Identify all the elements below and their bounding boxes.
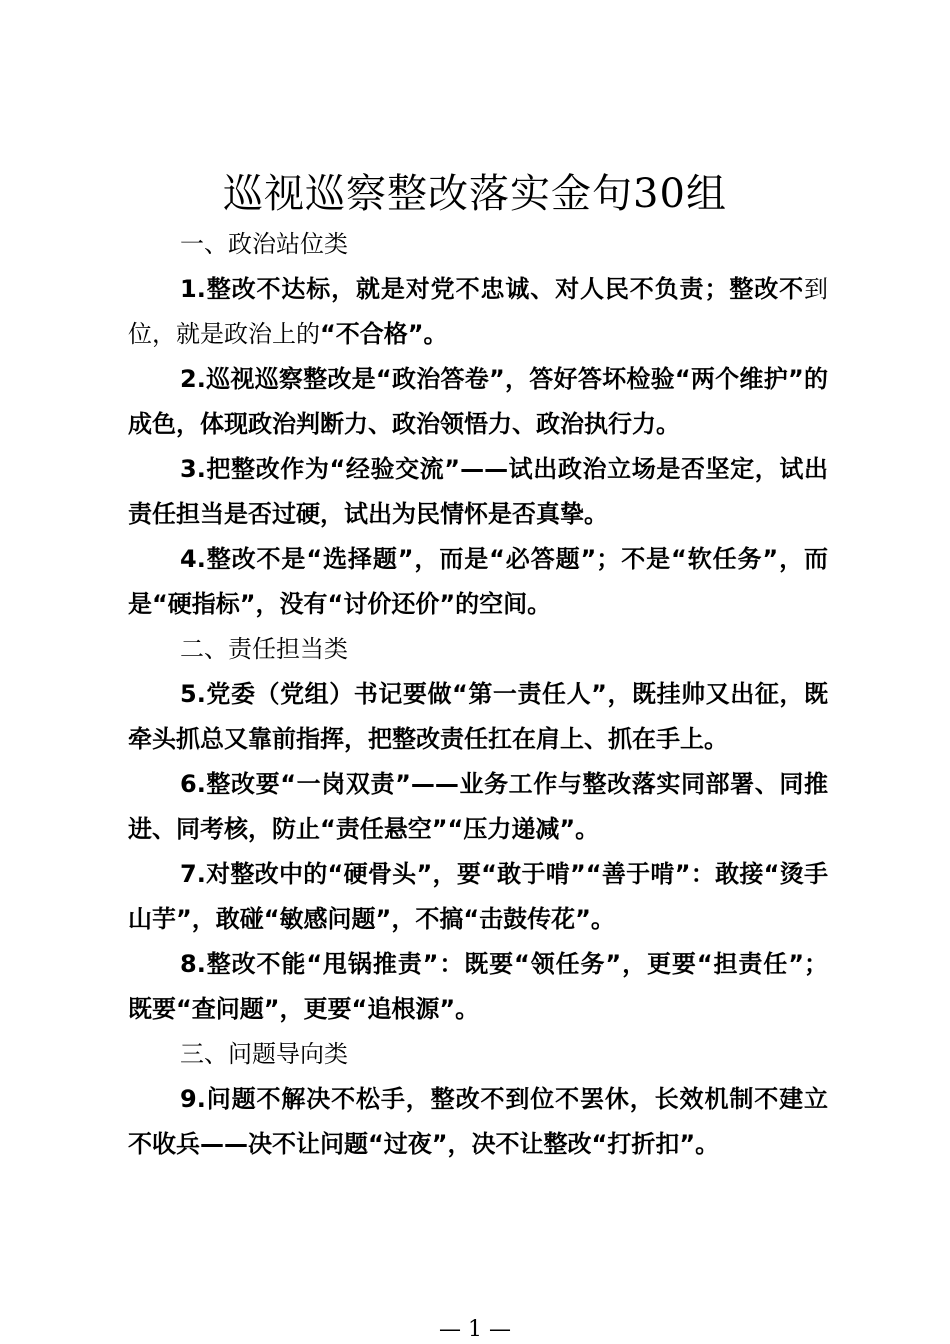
- item-text: 7.对整改中的“硬骨头”，要“敢于啃”“善于啃”：敢接“烫手山芋”，敢碰“敏感问题”，不搞“击鼓传花”。: [128, 860, 828, 933]
- list-item: [128, 1077, 828, 1167]
- list-item: [128, 762, 828, 852]
- document-body: [128, 222, 828, 1167]
- list-item: [128, 537, 828, 627]
- document-title: 巡视巡察整改落实金句30组: [223, 171, 727, 217]
- list-item: [128, 447, 828, 537]
- list-item: [128, 267, 828, 357]
- item-text: 2.巡视巡察整改是“政治答卷”，答好答坏检验“两个维护”的成色，体现政治判断力、政治领悟力、政治执行力。: [128, 365, 828, 438]
- item-text: 3.把整改作为“经验交流”——试出政治立场是否坚定，试出责任担当是否过硬，试出为民情怀是否真挚。: [128, 455, 828, 528]
- item-text: 8.整改不能“甩锅推责”：既要“领任务”，更要“担责任”；既要“查问题”，更要“追根源”。: [128, 950, 828, 1023]
- item-text-tail: “不合格”。: [320, 320, 448, 348]
- page-number: — 1 —: [439, 1317, 511, 1342]
- section-heading: 一、政治站位类: [180, 230, 348, 258]
- item-text-plain: 到位，就是政治上的: [128, 275, 828, 348]
- list-item: [128, 942, 828, 1032]
- item-text: 6.整改要“一岗双责”——业务工作与整改落实同部署、同推进、同考核，防止“责任悬空”“压力递减”。: [128, 770, 828, 843]
- section-heading: 二、责任担当类: [180, 635, 348, 663]
- item-text: 5.党委（党组）书记要做“第一责任人”，既挂帅又出征，既牵头抓总又靠前指挥，把整改责任扛在肩上、抓在手上。: [128, 680, 828, 753]
- list-item: [128, 672, 828, 762]
- section-heading: 三、问题导向类: [180, 1040, 348, 1068]
- list-item: [128, 357, 828, 447]
- item-text: 9.问题不解决不松手，整改不到位不罢休，长效机制不建立不收兵——决不让问题“过夜”，决不让整改“打折扣”。: [128, 1085, 828, 1158]
- list-item: [128, 852, 828, 942]
- item-text: 4.整改不是“选择题”，而是“必答题”；不是“软任务”，而是“硬指标”，没有“讨价还价”的空间。: [128, 545, 828, 618]
- item-text: 1.整改不达标，就是对党不忠诚、对人民不负责；整改不: [180, 275, 804, 303]
